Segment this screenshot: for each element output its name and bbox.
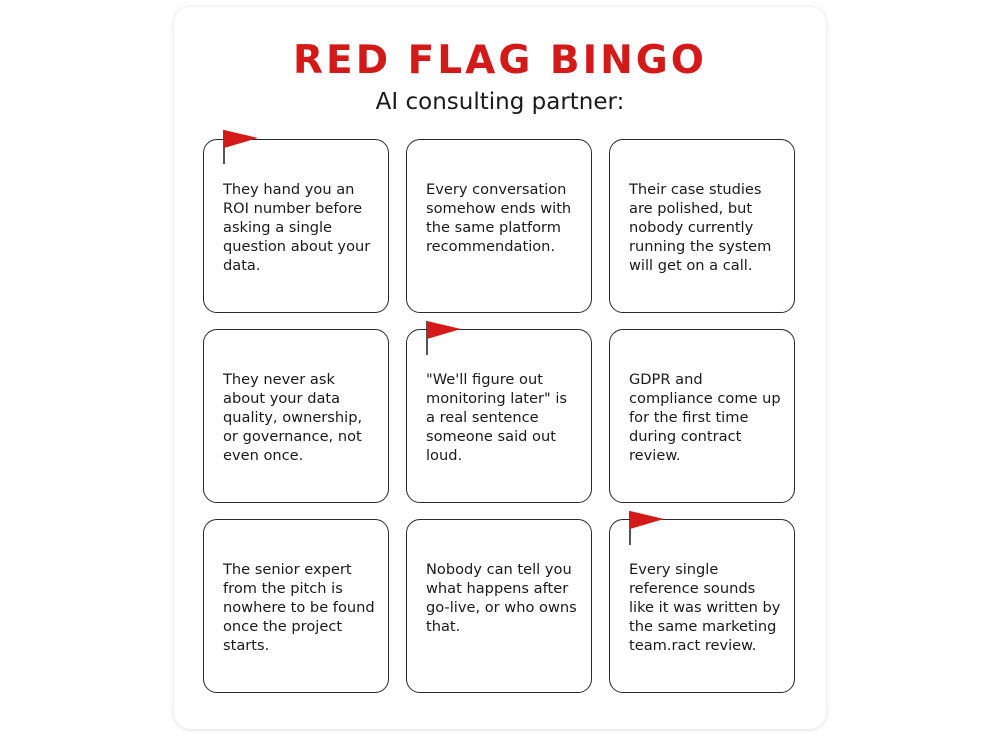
bingo-cell-2[interactable] [406, 139, 592, 313]
bingo-cell-text: Every single reference sounds like it was written by the same marketing team.ract review. [629, 561, 781, 654]
bingo-cell-text: Every conversation somehow ends with the same platform recommendation. [426, 181, 572, 255]
bingo-cell-text: Nobody can tell you what happens after go-live, or who owns that. [426, 561, 577, 635]
bingo-cell-text: GDPR and compliance come up for the first time during contract review. [629, 371, 781, 464]
bingo-cell-text: "We'll figure out monitoring later" is a real sentence someone said out loud. [426, 371, 568, 464]
red-flag-icon [425, 320, 465, 356]
bingo-cell-7[interactable] [203, 519, 389, 693]
bingo-cell-text: They never ask about your data quality, ownership, or governance, not even once. [223, 371, 363, 464]
red-flag-icon [628, 510, 668, 546]
bingo-cell-3[interactable] [609, 139, 795, 313]
bingo-cell-text: The senior expert from the pitch is nowhere to be found once the project starts. [223, 561, 375, 654]
bingo-cell-text: They hand you an ROI number before asking a single question about your data. [223, 181, 371, 274]
bingo-cell-6[interactable] [609, 329, 795, 503]
page-title: RED FLAG BINGO [293, 38, 707, 83]
bingo-cell-8[interactable] [406, 519, 592, 693]
bingo-cell-1[interactable] [203, 139, 389, 313]
page-subtitle: AI consulting partner: [375, 89, 625, 115]
bingo-cell-text: Their case studies are polished, but nobody currently running the system will get on a call. [629, 181, 772, 274]
bingo-cell-4[interactable] [203, 329, 389, 503]
red-flag-icon [222, 129, 262, 165]
